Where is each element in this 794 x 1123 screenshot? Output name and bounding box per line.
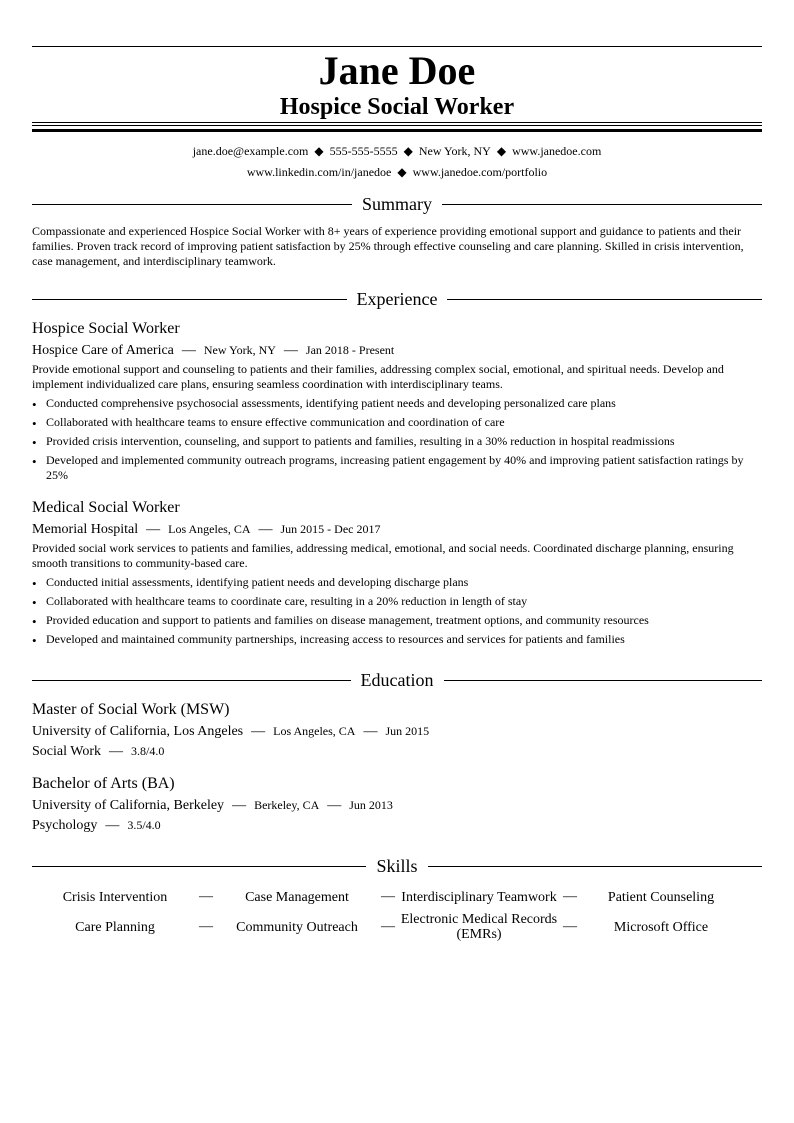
skill-separator: —: [199, 919, 213, 934]
skill-item: Case Management: [245, 889, 349, 905]
skill-separator: —: [381, 889, 395, 904]
skill-item: Crisis Intervention: [62, 889, 168, 905]
school-name: University of California, Los Angeles: [32, 724, 244, 739]
section-title: Summary: [362, 194, 432, 214]
section-rule: [32, 204, 352, 205]
job-description: Provided social work services to patients and families, addressing medical, emotional, and social needs. Coordinated discharge planning, ensuring smooth transitions to community-based care.: [32, 541, 734, 570]
skill-item: Care Planning: [75, 919, 155, 935]
header-top-rule: [32, 46, 762, 47]
portfolio-link[interactable]: www.janedoe.com/portfolio: [412, 165, 548, 179]
section-rule: [442, 204, 762, 205]
list-item: • Provided crisis intervention, counseling, and support to patients and families, resulting in a 30% reduction in hospital readmissions: [32, 434, 762, 449]
graduation-date: Jun 2015: [385, 724, 430, 738]
diamond-separator-icon: ◆: [496, 144, 507, 158]
degree-meta: University of California, Los Angeles — Los Angeles, CA — Jun 2015: [32, 724, 430, 739]
section-heading-experience: [32, 287, 762, 311]
section-rule: [447, 299, 762, 300]
job-meta: Hospice Care of America — New York, NY — Jan 2018 - Present: [32, 343, 395, 358]
phone-text: 555-555-5555: [329, 144, 398, 158]
section-rule: [428, 866, 762, 867]
list-item: • Conducted comprehensive psychosocial assessments, identifying patient needs and developing personalized care plans: [32, 396, 762, 411]
diamond-separator-icon: ◆: [397, 165, 407, 179]
list-item: • Collaborated with healthcare teams to coordinate care, resulting in a 20% reduction in length of stay: [32, 594, 762, 609]
list-item: • Collaborated with healthcare teams to ensure effective communication and coordination of care: [32, 415, 762, 430]
candidate-name: Jane Doe: [318, 48, 476, 93]
skill-separator: —: [381, 919, 395, 934]
diamond-separator-icon: ◆: [403, 144, 413, 158]
skill-separator: —: [563, 919, 577, 934]
school-location: Los Angeles, CA: [273, 724, 356, 738]
header-rule: [32, 125, 762, 126]
job-description: Provide emotional support and counseling to patients and their families, addressing complex social, emotional, and spiritual needs. Develop and implement individualized care plans, ensuring seamless coordination with interdisciplinary teams.: [32, 362, 724, 391]
company-name: Hospice Care of America: [32, 343, 174, 358]
diamond-separator-icon: ◆: [314, 144, 324, 158]
skill-item: Interdisciplinary Teamwork: [401, 889, 557, 905]
job-location: Los Angeles, CA: [168, 522, 251, 536]
job-location: New York, NY: [203, 343, 276, 357]
field-of-study: Social Work: [32, 744, 101, 759]
skill-item: Microsoft Office: [613, 919, 709, 935]
linkedin-link[interactable]: www.linkedin.com/in/janedoe: [246, 165, 392, 179]
list-item: • Conducted initial assessments, identifying patient needs and developing discharge plans: [32, 575, 762, 590]
header-rule: [32, 122, 762, 123]
candidate-title: Hospice Social Worker: [279, 94, 515, 120]
graduation-date: Jun 2013: [349, 798, 393, 812]
company-name: Memorial Hospital: [32, 522, 139, 537]
skill-item: Electronic Medical Records (EMRs): [400, 912, 558, 942]
email-link[interactable]: jane.doe@example.com: [192, 144, 309, 158]
skills-row: [32, 912, 762, 942]
section-title: Skills: [376, 856, 418, 876]
header-rule-thick: [32, 129, 762, 132]
job-bullets: [32, 575, 762, 651]
job-dates: Jan 2018 - Present: [305, 343, 395, 357]
skills-row: [32, 882, 762, 912]
location-text: New York, NY: [418, 144, 491, 158]
contact-line-1: [32, 143, 762, 159]
summary-text: Compassionate and experienced Hospice Social Worker with 8+ years of experience providing emotional support and guidance to patients and their families. Proven track record of improving patient satisfaction by 25% through effective counseling and care planning. Skilled in crisis intervention, case management, and interdisciplinary teamwork.: [32, 224, 744, 268]
section-rule: [32, 866, 366, 867]
gpa: 3.8/4.0: [131, 744, 165, 758]
list-item: • Developed and maintained community partnerships, increasing access to resources and services for patients and families: [32, 632, 762, 647]
section-title: Experience: [356, 289, 438, 309]
job-title: Hospice Social Worker: [32, 320, 180, 337]
section-title: Education: [360, 670, 434, 690]
gpa: 3.5/4.0: [127, 818, 161, 832]
skill-separator: —: [199, 889, 213, 904]
website-link[interactable]: www.janedoe.com: [512, 144, 602, 158]
job-title: Medical Social Worker: [32, 499, 180, 516]
job-bullets: [32, 396, 762, 487]
section-rule: [444, 680, 763, 681]
section-heading-skills: [32, 854, 762, 878]
section-heading-summary: [32, 192, 762, 216]
degree-title: Bachelor of Arts (BA): [32, 775, 175, 792]
section-rule: [32, 680, 351, 681]
field-of-study: Psychology: [32, 818, 98, 833]
contact-line-2: [32, 164, 762, 180]
list-item: • Developed and implemented community outreach programs, increasing patient engagement by 40% and improving patient satisfaction ratings by 25%: [32, 453, 762, 483]
skill-item: Community Outreach: [236, 919, 358, 935]
degree-meta: University of California, Berkeley — Berkeley, CA — Jun 2013: [32, 798, 393, 813]
school-location: Berkeley, CA: [254, 798, 320, 812]
school-name: University of California, Berkeley: [32, 798, 225, 813]
job-meta: Memorial Hospital — Los Angeles, CA — Jun 2015 - Dec 2017: [32, 522, 381, 537]
skills-grid: [32, 882, 762, 942]
list-item: • Provided education and support to patients and families on disease management, treatment options, and community resources: [32, 613, 762, 628]
section-rule: [32, 299, 347, 300]
degree-field: Psychology — 3.5/4.0: [32, 818, 161, 833]
section-heading-education: [32, 668, 762, 692]
degree-title: Master of Social Work (MSW): [32, 701, 230, 718]
job-dates: Jun 2015 - Dec 2017: [280, 522, 381, 536]
skill-separator: —: [563, 889, 577, 904]
skill-item: Patient Counseling: [607, 889, 715, 905]
degree-field: Social Work — 3.8/4.0: [32, 744, 165, 759]
